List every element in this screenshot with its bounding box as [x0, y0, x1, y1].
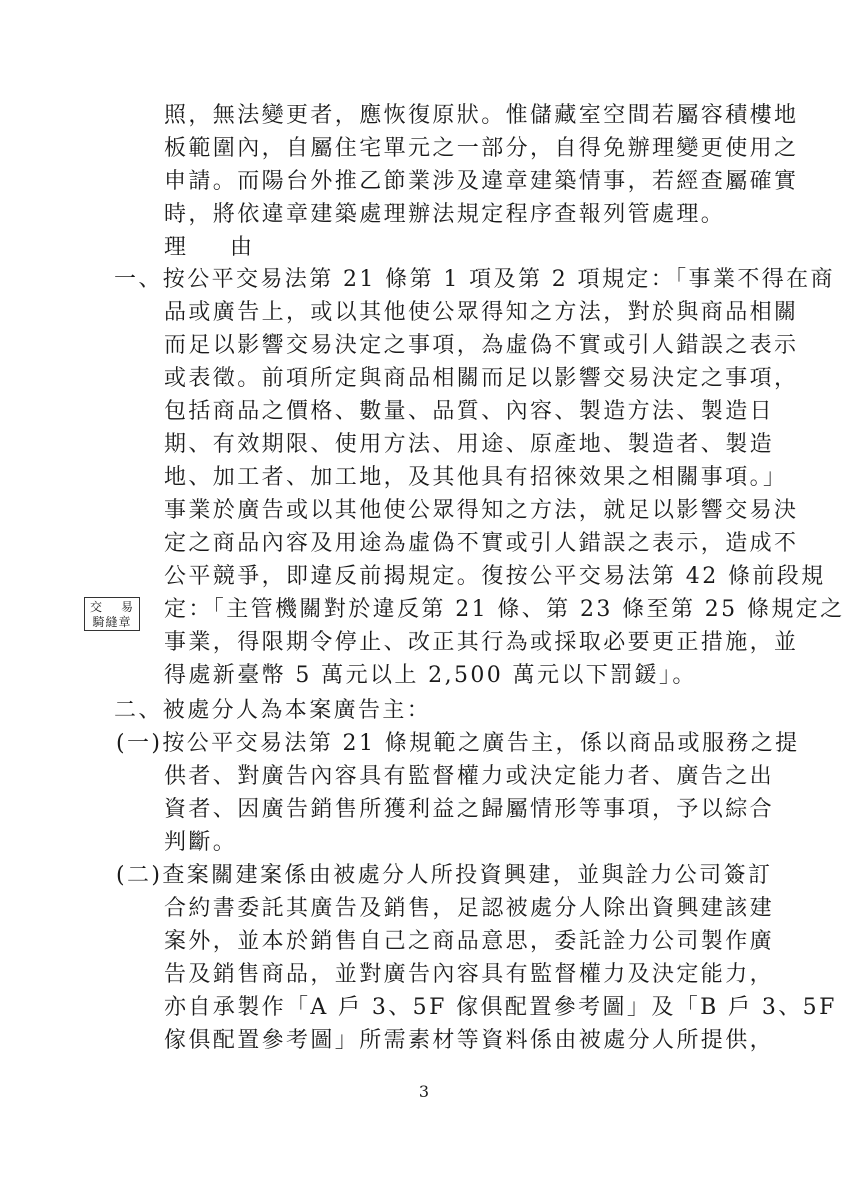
section1-line: 公平競爭，即違反前揭規定。復按公平交易法第 42 條前段規 — [164, 564, 826, 589]
section1-line: 事業，得限期令停止、改正其行為或採取必要更正措施，並 — [164, 630, 799, 655]
stamp-char: 交 — [90, 600, 104, 614]
section2-item2-line: 傢俱配置參考圖」所需素材等資料係由被處分人所提供， — [164, 1028, 775, 1053]
intro-line: 時，將依違章建築處理辦法規定程序查報列管處理。 — [164, 202, 726, 227]
section1-line: 一、按公平交易法第 21 條第 1 項及第 2 項規定：「事業不得在商 — [114, 267, 835, 292]
reasons-heading — [164, 232, 252, 264]
reasons-heading-char: 理 — [164, 235, 187, 260]
section2-item1-line: 判斷。 — [164, 830, 238, 855]
stamp-char: 易 — [120, 600, 134, 614]
section2-heading: 二、被處分人為本案廣告主： — [114, 698, 432, 723]
section2-item1-line: 供者、對廣告內容具有監督權力或決定能力者、廣告之出 — [164, 764, 775, 789]
seam-stamp — [84, 597, 140, 631]
section2-item1-line: (一)按公平交易法第 21 條規範之廣告主，係以商品或服務之提 — [116, 731, 800, 756]
section1-line: 定之商品內容及用途為虛偽不實或引人錯誤之表示，造成不 — [164, 531, 799, 556]
page-number: 3 — [418, 1082, 430, 1101]
intro-line: 板範圍內，自屬住宅單元之一部分，自得免辦理變更使用之 — [164, 136, 799, 161]
section2-item2-line: 亦自承製作「A 戶 3、5F 傢俱配置參考圖」及「B 戶 3、5F — [164, 995, 837, 1020]
section1-line: 包括商品之價格、數量、品質、內容、製造方法、製造日 — [164, 399, 775, 424]
section2-item1-line: 資者、因廣告銷售所獲利益之歸屬情形等事項，予以綜合 — [164, 797, 775, 822]
reasons-heading-char: 由 — [230, 235, 253, 260]
stamp-label: 騎縫章 — [92, 615, 132, 629]
section1-line: 或表徵。前項所定與商品相關而足以影響交易決定之事項， — [164, 366, 799, 391]
section1-line: 品或廣告上，或以其他使公眾得知之方法，對於與商品相關 — [164, 300, 799, 325]
intro-line: 申請。而陽台外推乙節業涉及違章建築情事，若經查屬確實 — [164, 169, 799, 194]
section1-line: 期、有效期限、使用方法、用途、原產地、製造者、製造 — [164, 432, 775, 457]
intro-line: 照，無法變更者，應恢復原狀。惟儲藏室空間若屬容積樓地 — [164, 103, 799, 128]
section2-item2-line: (二)查案關建案係由被處分人所投資興建，並與詮力公司簽訂 — [116, 863, 773, 888]
section1-line: 事業於廣告或以其他使公眾得知之方法，就足以影響交易決 — [164, 498, 799, 523]
section1-line: 得處新臺幣 5 萬元以上 2,500 萬元以下罰鍰」。 — [164, 663, 697, 688]
section1-line: 地、加工者、加工地，及其他具有招徠效果之相關事項。」 — [164, 465, 788, 490]
section1-line: 而足以影響交易決定之事項，為虛偽不實或引人錯誤之表示 — [164, 333, 799, 358]
section1-line: 定：「主管機關對於違反第 21 條、第 23 條至第 25 條規定之 — [164, 597, 845, 622]
section2-item2-line: 合約書委託其廣告及銷售，足認被處分人除出資興建該建 — [164, 896, 775, 921]
section2-item2-line: 告及銷售商品，並對廣告內容具有監督權力及決定能力， — [164, 962, 775, 987]
section2-item2-line: 案外，並本於銷售自己之商品意思，委託詮力公司製作廣 — [164, 929, 775, 954]
